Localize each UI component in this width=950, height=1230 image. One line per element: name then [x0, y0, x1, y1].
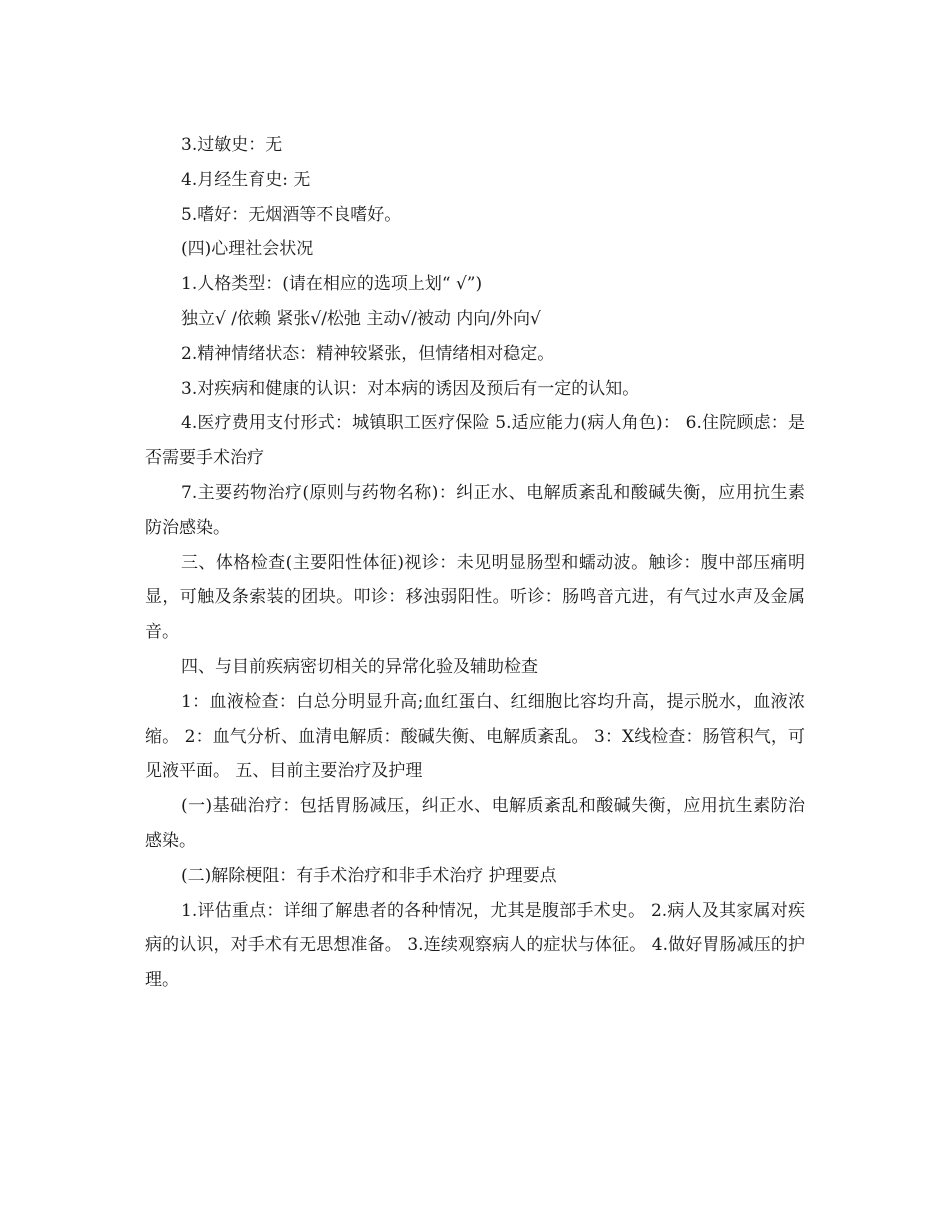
habits: 5.嗜好：无烟酒等不良嗜好。 — [181, 204, 402, 225]
relieve-obstruction: (二)解除梗阻：有手术治疗和非手术治疗 护理要点 — [181, 865, 557, 886]
payment-and-concerns: 4.医疗费用支付形式：城镇职工医疗保险 5.适应能力(病人角色)： 6.住院顾虑：是否需要手术治疗 — [145, 413, 805, 469]
physical-exam: 三、体格检查(主要阳性体征)视诊：未见明显肠型和蠕动波。触诊：腹中部压痛明显，可触及条索装的团块。叩诊：移浊弱阳性。听诊：肠鸣音亢进，有气过水声及金属音。 — [145, 552, 805, 643]
personality-options: 独立√ /依赖 紧张√/松弛 主动√/被动 内向/外向√ — [181, 308, 541, 329]
nursing-points: 1.评估重点：详细了解患者的各种情况，尤其是腹部手术史。 2.病人及其家属对疾病的认识，对手术有无思想准备。 3.连续观察病人的症状与体征。 4.做好胃肠减压的护理。 — [145, 900, 805, 991]
mental-state: 2.精神情绪状态：精神较紧张，但情绪相对稳定。 — [181, 343, 555, 364]
allergy-history: 3.过敏史：无 — [181, 135, 283, 155]
document-body — [145, 128, 805, 998]
main-drug-therapy: 7.主要药物治疗(原则与药物名称)：纠正水、电解质紊乱和酸碱失衡，应用抗生素防治感染。 — [145, 482, 805, 538]
personality-type: 1.人格类型：(请在相应的选项上划“ √”) — [181, 274, 483, 295]
basic-treatment: (一)基础治疗：包括胃肠减压，纠正水、电解质紊乱和酸碱失衡，应用抗生素防治感染。 — [145, 796, 805, 851]
lab-results: 1：血液检查：白总分明显升高;血红蛋白、红细胞比容均升高，提示脱水，血液浓缩。 2：血气分析、血清电解质：酸碱失衡、电解质紊乱。 3：X线检查：肠管积气，可见液平面。 五、目前主要治疗及护理 — [145, 691, 805, 782]
menstrual-history: 4.月经生育史: 无 — [181, 169, 311, 190]
section-lab-heading: 四、与目前疾病密切相关的异常化验及辅助检查 — [181, 656, 538, 677]
disease-awareness: 3.对疾病和健康的认识：对本病的诱因及预后有一定的认知。 — [181, 378, 640, 399]
section-psychosocial-heading: (四)心理社会状况 — [181, 239, 314, 260]
